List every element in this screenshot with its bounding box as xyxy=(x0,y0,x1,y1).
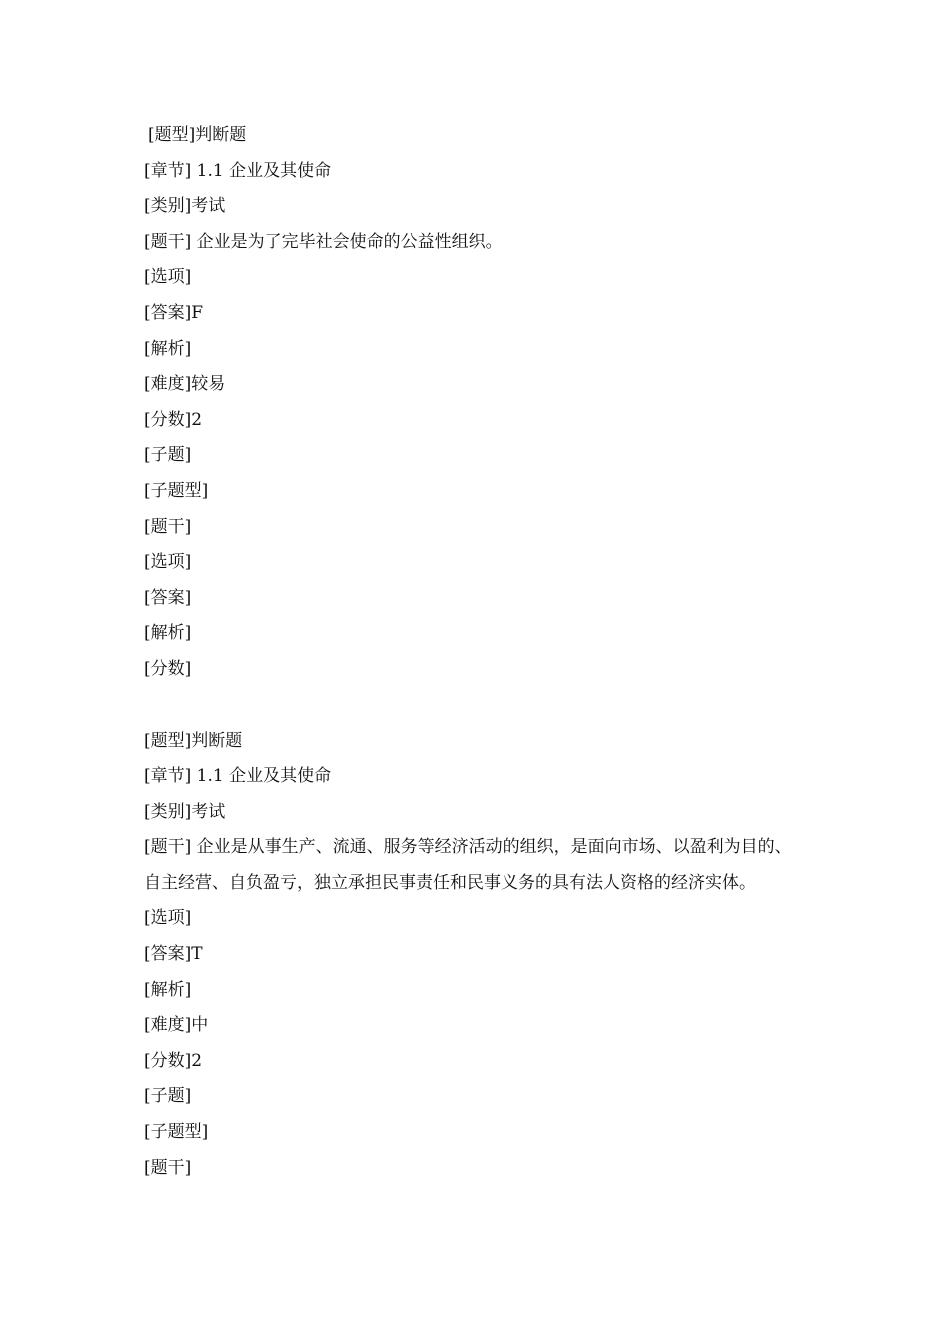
question-type: [题型]判断题 xyxy=(144,730,243,751)
question-chapter: [章节] 1.1 企业及其使命 xyxy=(144,160,332,181)
question-category: [类别]考试 xyxy=(144,801,226,822)
question-category: [类别]考试 xyxy=(144,196,226,217)
question-answer: [答案]T xyxy=(144,944,203,965)
question-block-1 xyxy=(144,118,804,688)
sub-question-options: [选项] xyxy=(144,552,192,573)
question-options: [选项] xyxy=(144,267,192,288)
sub-question: [子题] xyxy=(144,1086,192,1107)
sub-question-stem: [题干] xyxy=(144,516,192,537)
question-answer: [答案]F xyxy=(144,302,204,323)
sub-question-score: [分数] xyxy=(144,658,192,679)
question-score: [分数]2 xyxy=(144,1050,203,1071)
sub-question-type: [子题型] xyxy=(144,480,209,501)
question-score: [分数]2 xyxy=(144,409,203,430)
document-page xyxy=(144,118,804,1186)
sub-question-stem: [题干] xyxy=(144,1157,192,1178)
sub-question-type: [子题型] xyxy=(144,1122,209,1143)
question-analysis: [解析] xyxy=(144,338,192,359)
sub-question: [子题] xyxy=(144,445,192,466)
question-difficulty: [难度]较易 xyxy=(144,374,226,395)
question-type: [题型]判断题 xyxy=(148,125,247,145)
question-stem: [题干] 企业是为了完毕社会使命的公益性组织。 xyxy=(144,231,503,252)
sub-question-answer: [答案] xyxy=(144,587,192,608)
question-difficulty: [难度]中 xyxy=(144,1015,209,1036)
question-block-2 xyxy=(144,724,804,1187)
sub-question-analysis: [解析] xyxy=(144,623,192,644)
question-chapter: [章节] 1.1 企业及其使命 xyxy=(144,766,332,787)
question-analysis: [解析] xyxy=(144,979,192,1000)
question-stem: [题干] 企业是从事生产、流通、服务等经济活动的组织，是面向市场、以盈利为目的、自主经营、自负盈亏，独立承担民事责任和民事义务的具有法人资格的经济实体。 xyxy=(144,837,792,893)
question-options: [选项] xyxy=(144,908,192,929)
